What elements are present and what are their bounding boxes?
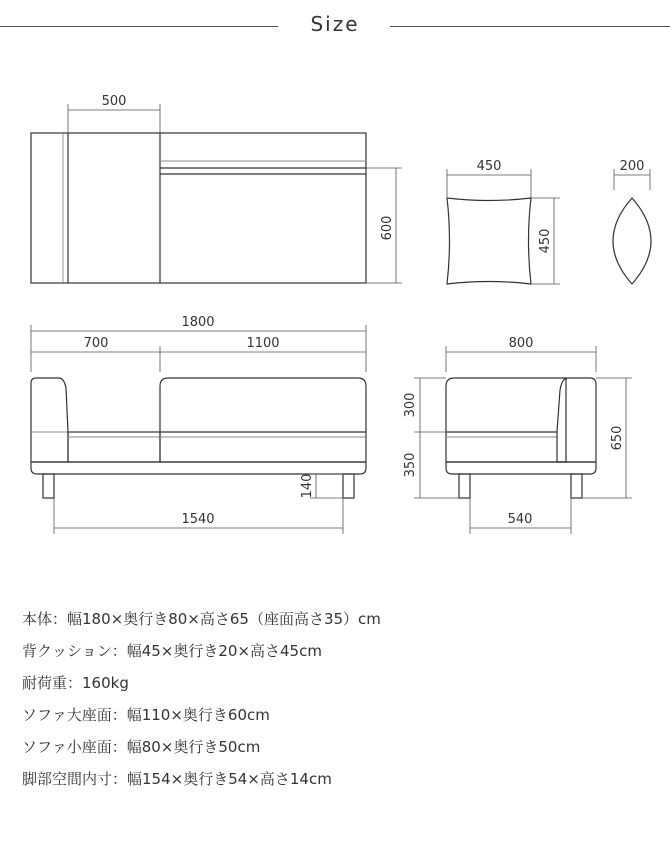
dim-back-height-label: 300 — [403, 392, 418, 418]
section-title: Size — [310, 12, 360, 36]
dim-side-leg-span-label: 540 — [507, 512, 533, 527]
dim-cushion-height-label: 450 — [538, 228, 553, 254]
front-right-back — [160, 378, 366, 462]
dim-total-width — [31, 315, 366, 372]
side-leg-right — [571, 474, 582, 498]
dim-total-height — [582, 378, 632, 498]
cushion-side-view — [613, 159, 651, 284]
dim-cushion-thickness — [614, 159, 650, 190]
dim-cushion-thickness-label: 200 — [619, 159, 645, 174]
dim-side-leg-span — [470, 498, 571, 534]
header-rule-right — [390, 26, 670, 27]
spec-list — [22, 606, 652, 798]
side-base — [446, 462, 596, 474]
front-left-seat — [68, 432, 160, 462]
cushion-front-view — [447, 159, 560, 284]
spec-back-cushion: 背クッション：幅45×奥行き20×高さ45cm — [22, 642, 322, 660]
front-base — [31, 462, 366, 474]
spec-leg-space: 脚部空間内寸：幅154×奥行き54×高さ14cm — [22, 770, 332, 788]
sofa-front-view — [31, 315, 366, 534]
dim-total-height-label: 650 — [610, 425, 625, 451]
dim-back-height — [403, 378, 446, 432]
dim-seat-height — [403, 432, 459, 498]
side-body — [446, 378, 566, 462]
dim-right-section-label: 1100 — [246, 336, 280, 351]
front-leg-left — [43, 474, 54, 498]
sofa-top-view — [31, 94, 402, 283]
dim-chaise-width-label: 500 — [101, 94, 127, 109]
section-header — [0, 0, 670, 52]
dim-cushion-width — [447, 159, 531, 198]
dim-side-depth-label: 800 — [508, 336, 534, 351]
dim-side-depth — [446, 336, 596, 372]
side-leg-left — [459, 474, 470, 498]
front-leg-right — [343, 474, 354, 498]
cushion-side-outline — [613, 198, 651, 284]
spec-small-seat: ソファ小座面：幅80×奥行き50cm — [22, 738, 261, 756]
dim-leg-span — [54, 498, 343, 534]
dim-leg-span-label: 1540 — [181, 512, 215, 527]
dim-left-section-label: 700 — [83, 336, 109, 351]
dim-total-width-label: 1800 — [181, 315, 215, 330]
spec-large-seat: ソファ大座面：幅110×奥行き60cm — [22, 706, 270, 724]
cushion-front-outline — [447, 198, 531, 284]
dim-cushion-width-label: 450 — [476, 159, 502, 174]
dim-right-section — [160, 336, 366, 352]
side-back — [557, 378, 596, 462]
front-left-arm — [31, 378, 68, 462]
dim-leg-clearance-label: 140 — [300, 473, 315, 499]
dimension-drawing — [0, 52, 670, 572]
dim-depth — [366, 168, 402, 283]
dim-cushion-height — [531, 198, 560, 284]
top-view-outline — [31, 133, 366, 283]
sofa-side-view — [403, 336, 632, 534]
spec-load-capacity: 耐荷重：160kg — [22, 674, 129, 692]
dim-seat-height-label: 350 — [403, 452, 418, 478]
spec-body: 本体：幅180×奥行き80×高さ65（座面高さ35）cm — [22, 610, 381, 628]
dim-depth-label: 600 — [380, 215, 395, 241]
dim-leg-clearance — [300, 474, 343, 499]
dim-left-section — [31, 336, 160, 372]
dim-chaise-width — [68, 94, 160, 133]
